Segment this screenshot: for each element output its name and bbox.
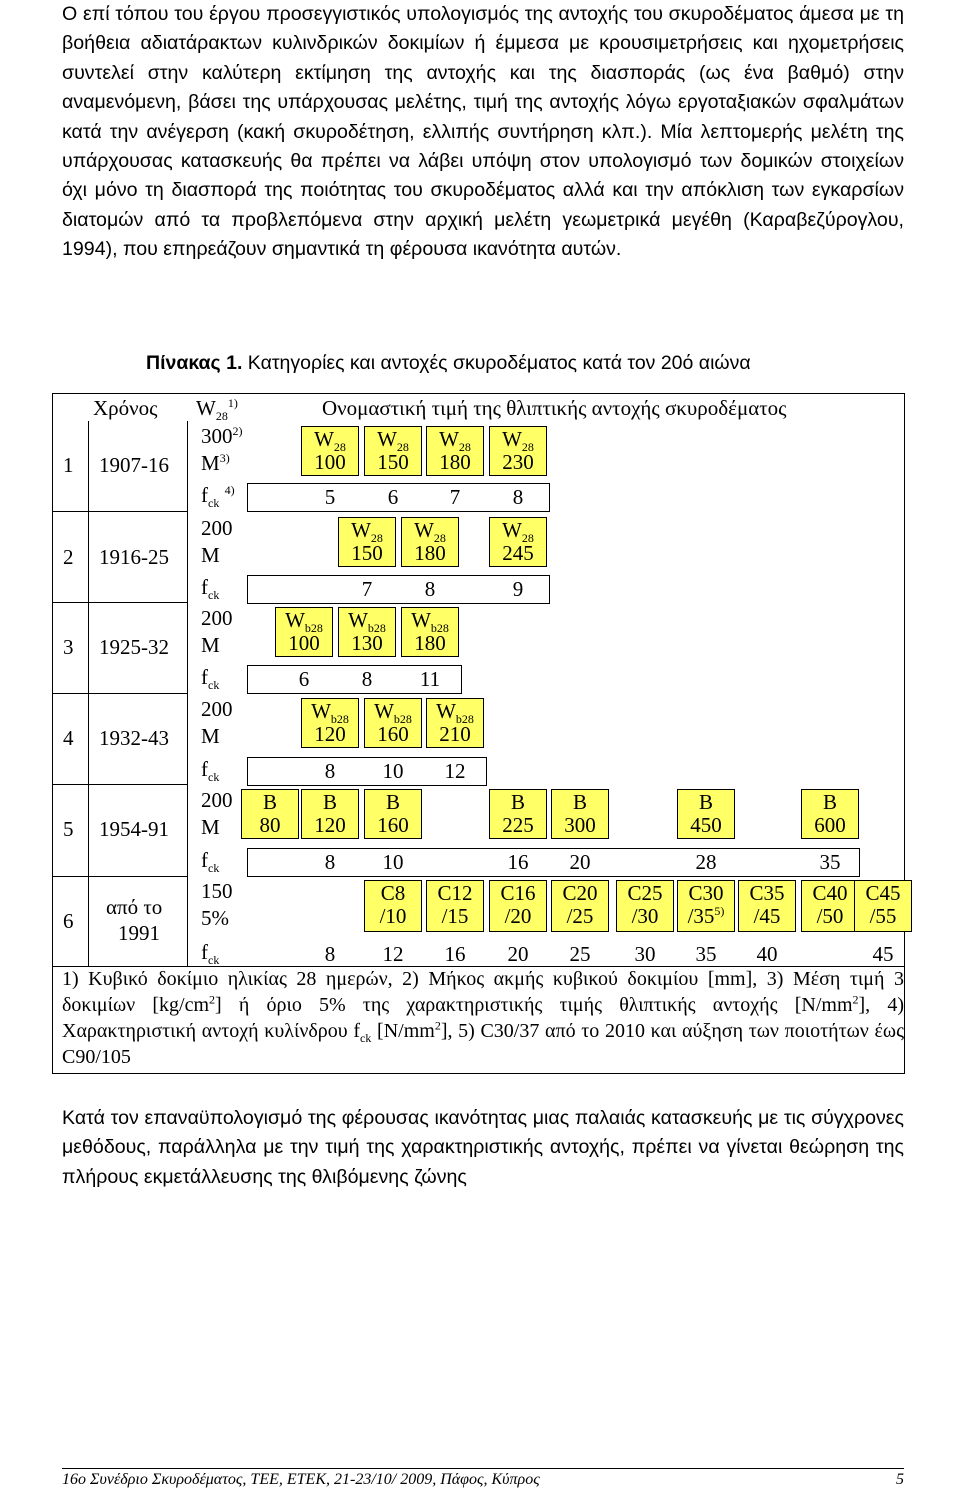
table-cell-value: 8	[512, 485, 524, 509]
period-number: 6	[63, 909, 74, 933]
fck-row-frame	[247, 848, 860, 877]
table-cell-value: 8	[324, 850, 336, 874]
row-label-size: 200	[201, 697, 233, 721]
caption-text: Κατηγορίες και αντοχές σκυροδέματος κατά τον 20ό αιώνα	[247, 352, 751, 374]
row-label-mean: M	[201, 815, 220, 839]
table-cell-value: 16	[507, 850, 529, 874]
table-cell-value: 5	[324, 485, 336, 509]
period-number: 2	[63, 545, 74, 569]
table-cell-value: 12	[382, 942, 404, 966]
page-number: 5	[896, 1471, 904, 1488]
table-cell-value: C25 /30	[627, 881, 663, 928]
row-label-size: 200	[201, 606, 233, 630]
paragraph-intro: Ο επί τόπου του έργου προσεγγιστικός υπολογισμός της αντοχής του σκυροδέματος άμεσα με τη βοήθεια αδιατάρακτων κυλινδρικών δοκιμίων ή έμμεσα με κρουσιμετρήσεις και ηχομετρήσεις συντελεί στην καλύτερη εκτίμηση της αντοχής και της διασποράς (ως ένα βαθμό) στην αναμενόμενη, βάσει της υπάρχουσας μελέτης, τιμή της αντοχής λόγω εργοταξιακών σφαλμάτων κατά την ανέγερση (κακή σκυροδέτηση, ελλιπής συντήρηση κλπ.). Μία λεπτομερής μελέτη της υπάρχουσας κατασκευής θα πρέπει να λάβει υπόψη στον υπολογισμό των δομικών στοιχείων όχι μόνο τη διασπορά της ποιότητας του σκυροδέματος αλλά και την απόκλιση των εγκαρσίων διατομών από τα προβλεπόμενα στην αρχική μελέτη γεωμετρικά μεγέθη (Καραβεζύρογλου, 1994), που επηρεάζουν σημαντικά τη φέρουσα ικανότητα αυτών.	[62, 3, 904, 261]
period-years: 1916-25	[99, 545, 169, 569]
table-cell-value: 8	[324, 759, 336, 783]
row-label-mean: $M^{3)}$	[201, 451, 230, 475]
table-cell-value: $W_{28}$ 150	[377, 427, 409, 474]
table-cell-value: 45	[872, 942, 894, 966]
table-cell-value: B 300	[564, 790, 596, 837]
table-cell-value: 20	[569, 850, 591, 874]
table-cell-value: 6	[387, 485, 399, 509]
table-cell-value: $W_{b28}$ 160	[374, 699, 412, 746]
table-cell-value: 12	[444, 759, 466, 783]
table-cell-value: B 225	[502, 790, 534, 837]
table-cell-value: 8	[361, 667, 373, 691]
table-cell-value: 11	[419, 667, 441, 691]
period-years: 1925-32	[99, 635, 169, 659]
table-cell-value: B 160	[377, 790, 409, 837]
table-cell-value: 8	[324, 942, 336, 966]
table-cell-value: $W_{b28}$ 120	[311, 699, 349, 746]
table-cell-value: C16 /20	[500, 881, 536, 928]
row-label-size: 200	[201, 788, 233, 812]
paragraph-continuation: Κατά τον επαναϋπολογισμό της φέρουσας ικανότητας μιας παλαιάς κατασκευής με τις σύγχρονες μεθόδους, παράλληλα με την τιμή της χαρακτηριστικής αντοχής, πρέπει να γίνεται θεώρηση της πλήρους εκμετάλλευσης της θλιβόμενης ζώνης	[62, 1107, 904, 1188]
table-cell-value: 28	[695, 850, 717, 874]
table-cell-value: $W_{28}$ 180	[414, 518, 446, 565]
period-number: 3	[63, 635, 74, 659]
table-cell-value: C12 /15	[437, 881, 473, 928]
table-cell-value: 20	[507, 942, 529, 966]
fck-row-frame	[247, 483, 550, 512]
fck-row-frame	[247, 575, 550, 604]
row-label-fck: $f_{ck}$	[201, 757, 220, 785]
row-label-mean: M	[201, 543, 220, 567]
header-w28: $W_{28}^{1)}$	[196, 396, 238, 424]
table-cell-value: C30 /35$^{5)}$	[687, 881, 725, 928]
page-footer	[62, 1471, 904, 1489]
table-cell-value: C8 /10	[379, 881, 407, 928]
table-cell-value: $W_{28}$ 245	[502, 518, 534, 565]
table-cell-value: B 600	[814, 790, 846, 837]
row-label-size: 200	[201, 516, 233, 540]
row-label-size: 300$^{2)}$	[201, 424, 243, 448]
period-years: 1954-91	[99, 817, 169, 841]
table-cell-value: $W_{28}$ 150	[351, 518, 383, 565]
table-cell-value: 7	[449, 485, 461, 509]
table-cell-value: 7	[361, 577, 373, 601]
period-number: 1	[63, 453, 74, 477]
row-label-fck: $f_{ck}$	[201, 665, 220, 693]
period-years-line1: από το	[106, 895, 163, 919]
table-cell-value: 9	[512, 577, 524, 601]
row-label-fraction: 5%	[201, 906, 229, 930]
row-label-mean: M	[201, 633, 220, 657]
table-cell-value: B 80	[259, 790, 281, 837]
table-cell-value: 8	[424, 577, 436, 601]
row-label-fck: $f_{ck}$ $^{4)}$	[201, 483, 235, 511]
header-year: Χρόνος	[93, 396, 158, 420]
footer-conference: 16ο Συνέδριο Σκυροδέματος, ΤΕΕ, ΕΤΕΚ, 21-23/10/ 2009, Πάφος, Κύπρος	[62, 1471, 540, 1488]
table-cell-value: B 450	[690, 790, 722, 837]
period-number: 4	[63, 726, 74, 750]
table-cell-value: 6	[298, 667, 310, 691]
row-label-fck: $f_{ck}$	[201, 940, 220, 968]
caption-label: Πίνακας 1.	[146, 352, 243, 374]
table-cell-value: $W_{28}$ 100	[314, 427, 346, 474]
row-label-size: 150	[201, 879, 233, 903]
table-cell-value: 10	[382, 850, 404, 874]
row-label-mean: M	[201, 724, 220, 748]
table-cell-value: $W_{b28}$ 100	[285, 608, 323, 655]
table-cell-value: C35 /45	[749, 881, 785, 928]
table-cell-value: $W_{28}$ 230	[502, 427, 534, 474]
row-label-fck: $f_{ck}$	[201, 575, 220, 603]
table-cell-value: 10	[382, 759, 404, 783]
footer-rule	[62, 1468, 904, 1469]
period-years-line2: 1991	[118, 921, 160, 945]
table-cell-value: C40 /50	[812, 881, 848, 928]
row-label-fck: $f_{ck}$	[201, 848, 220, 876]
period-years: 1907-16	[99, 453, 169, 477]
table-cell-value: 35	[695, 942, 717, 966]
table-cell-value: 30	[634, 942, 656, 966]
table-cell-value: $W_{b28}$ 210	[436, 699, 474, 746]
table-cell-value: 40	[756, 942, 778, 966]
header-title: Ονομαστική τιμή της θλιπτικής αντοχής σκυροδέματος	[322, 396, 787, 420]
table-cell-value: 16	[444, 942, 466, 966]
table-cell-value: B 120	[314, 790, 346, 837]
period-number: 5	[63, 817, 74, 841]
table-cell-value: $W_{28}$ 180	[439, 427, 471, 474]
table-cell-value: 25	[569, 942, 591, 966]
table-cell-value: C45 /55	[865, 881, 901, 928]
period-years: 1932-43	[99, 726, 169, 750]
table-cell-value: C20 /25	[562, 881, 598, 928]
table-cell-value: 35	[819, 850, 841, 874]
table-cell-value: $W_{b28}$ 130	[348, 608, 386, 655]
table-cell-value: $W_{b28}$ 180	[411, 608, 449, 655]
table-notes: 1) Κυβικό δοκίμιο ηλικίας 28 ημερών, 2) Μήκος ακμής κυβικού δοκιμίου [mm], 3) Μέση τιμή 3 δοκιμίων $[kg/cm^2]$ ή όριο 5% της χαρακτηριστικής τιμής θλιπτικής αντοχής $[N/mm^2]$, 4) Χαρακτηριστική αντοχή κυλίνδρου $f_{ck}$ $[N/mm^2]$, 5) C30/37 από το 2010 και αύξηση των ποιοτήτων έως C90/105	[62, 968, 904, 1068]
